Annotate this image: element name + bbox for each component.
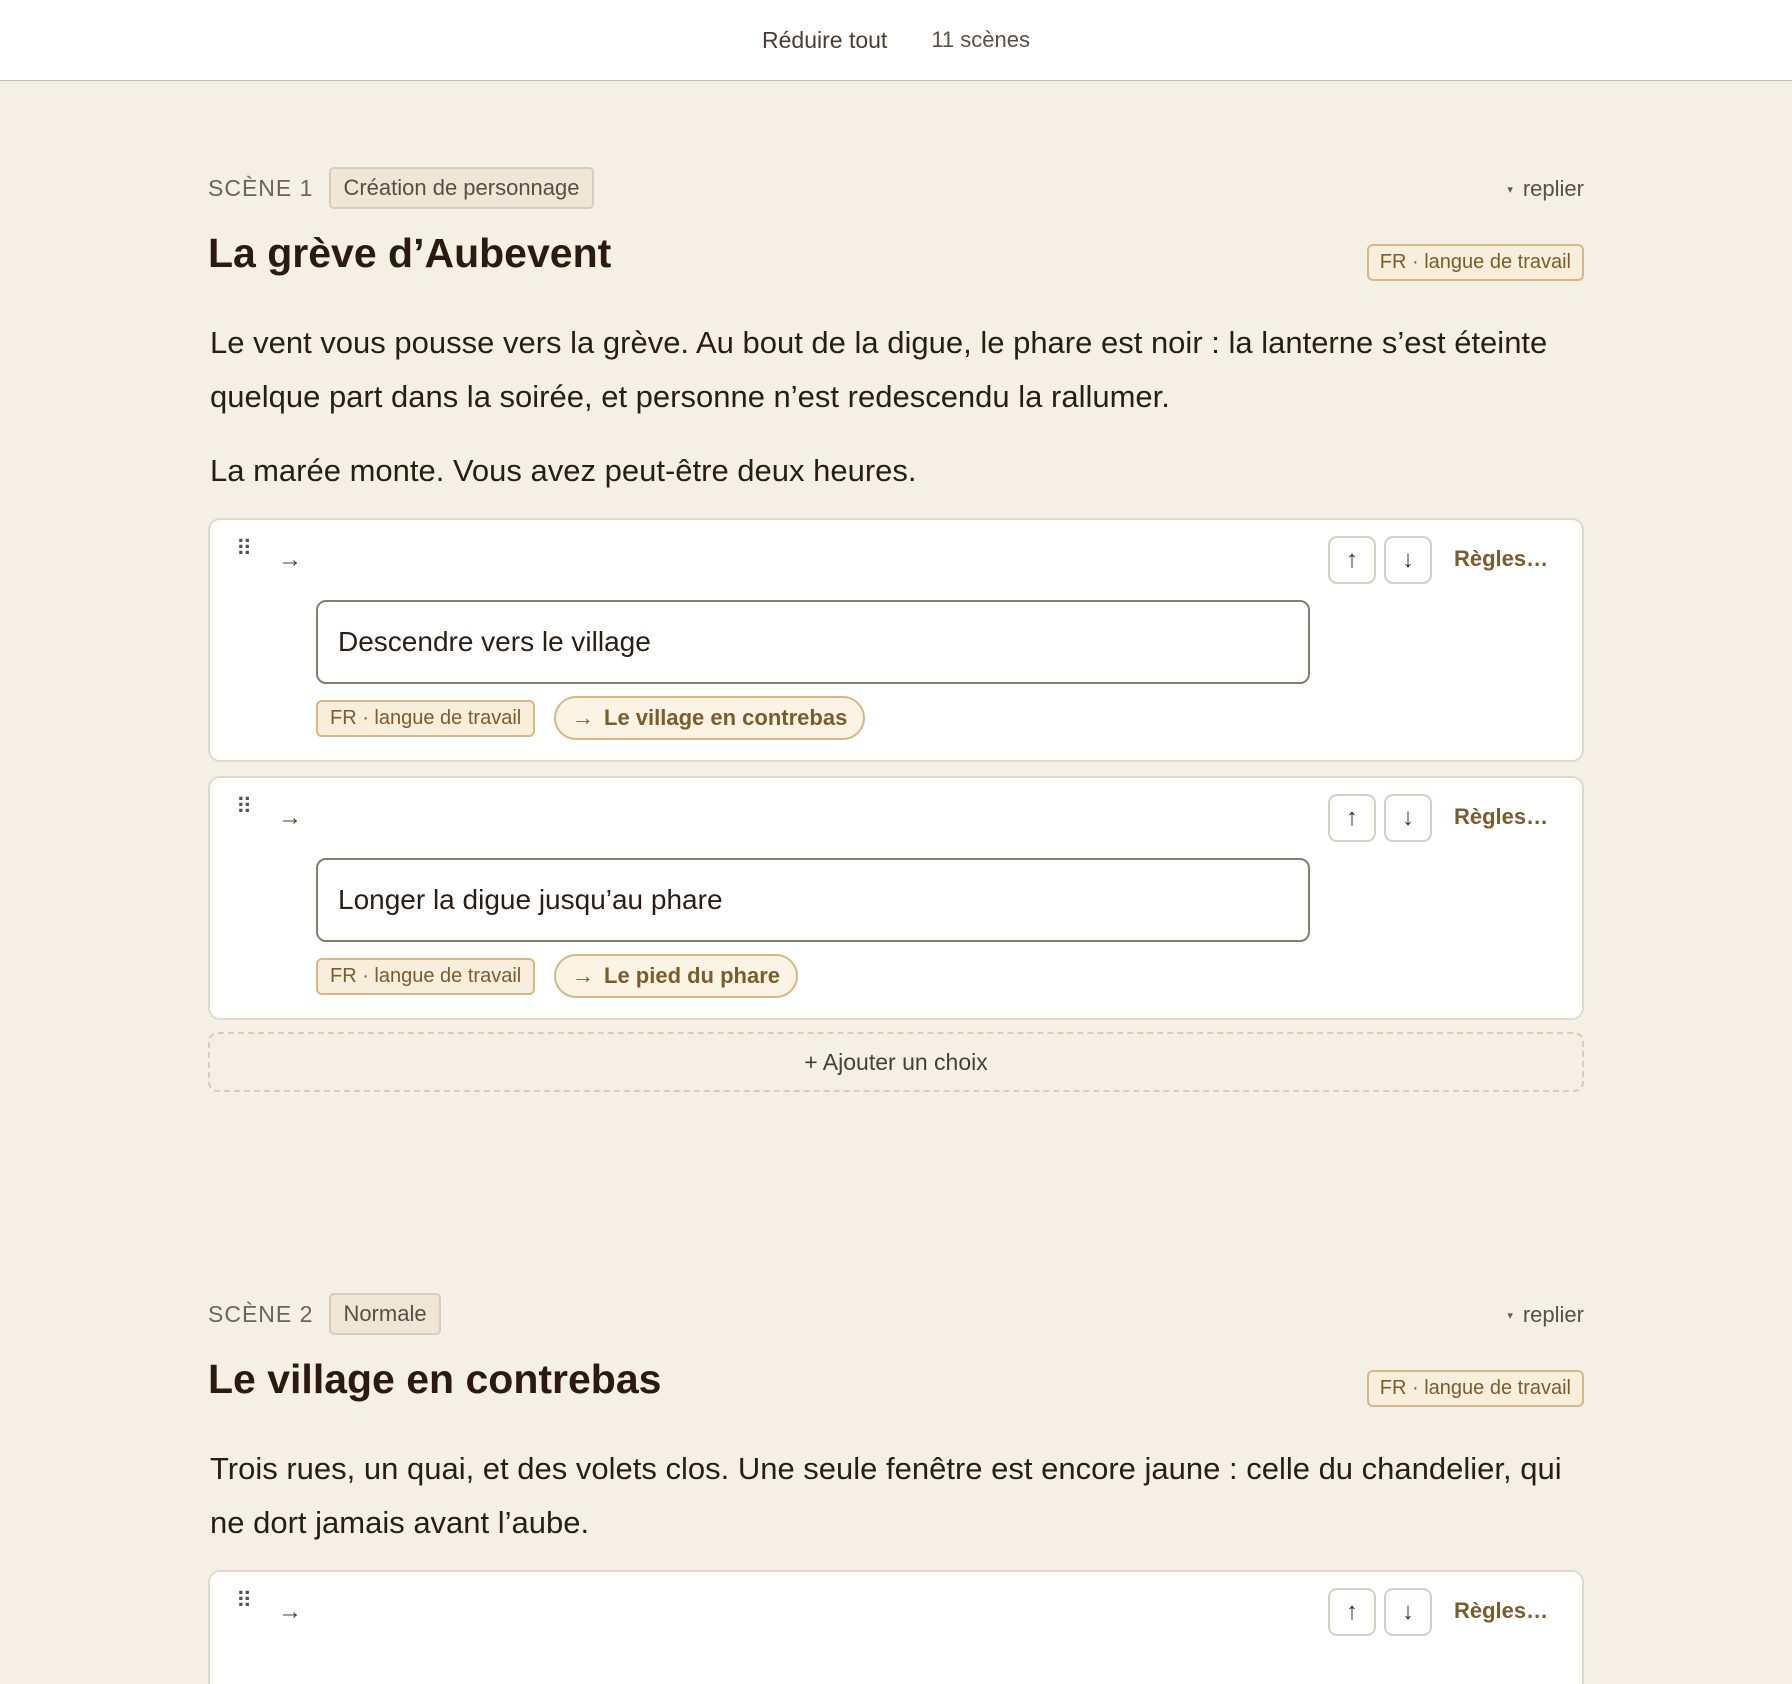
move-up-button[interactable]: [1328, 1588, 1376, 1636]
scene-text[interactable]: [208, 1442, 1584, 1550]
arrow-right-icon: →: [278, 1598, 302, 1625]
language-badge: FR · langue de travail: [1367, 244, 1584, 281]
scene-paragraph: Le vent vous pousse vers la grève. Au bout de la digue, le phare est noir : la lanterne s’est éteinte quelque part dans la soirée, et personne n’est redescendu la rallumer.: [210, 325, 1548, 414]
choice-language-badge: FR · langue de travail: [316, 700, 535, 737]
triangle-down-icon: ▾: [1507, 183, 1513, 196]
arrow-down-icon: ↓: [1402, 1598, 1414, 1625]
scene-card: [208, 1292, 1584, 1684]
move-up-button[interactable]: [1328, 536, 1376, 584]
arrow-right-icon: →: [278, 546, 302, 573]
scene-type-badge[interactable]: Création de personnage: [329, 167, 593, 209]
scene-title[interactable]: Le village en contrebas: [208, 1356, 662, 1402]
fold-toggle[interactable]: [1507, 176, 1584, 202]
scene-paragraph: Trois rues, un quai, et des volets clos. Une seule fenêtre est encore jaune : celle du chandelier, qui ne dort jamais avant l’aube.: [210, 1451, 1562, 1540]
scene-count: 11 scènes: [931, 27, 1030, 52]
choice-language-badge: FR · langue de travail: [316, 958, 535, 995]
move-down-button[interactable]: [1384, 794, 1432, 842]
drag-handle-icon[interactable]: ⠿: [236, 536, 253, 561]
choice-card: [208, 518, 1584, 762]
choice-target-link[interactable]: [554, 696, 865, 740]
arrow-down-icon: ↓: [1402, 804, 1414, 831]
arrow-up-icon: ↑: [1346, 1598, 1358, 1625]
move-down-button[interactable]: [1384, 536, 1432, 584]
rules-button[interactable]: Règles…: [1454, 546, 1549, 571]
fold-label: replier: [1522, 176, 1584, 201]
scene-card: [208, 166, 1584, 1092]
language-badge: FR · langue de travail: [1367, 1370, 1584, 1407]
scene-label: [208, 166, 594, 210]
rules-button[interactable]: Règles…: [1454, 1598, 1549, 1623]
arrow-down-icon: ↓: [1402, 546, 1414, 573]
scene-label: [208, 1292, 441, 1336]
choice-card: [208, 1570, 1584, 1684]
choice-card: [208, 776, 1584, 1020]
scene-header: [208, 1292, 1584, 1432]
rules-button[interactable]: Règles…: [1454, 804, 1549, 829]
scene-header: [208, 166, 1584, 306]
triangle-down-icon: ▾: [1507, 1309, 1513, 1322]
fold-label: replier: [1522, 1302, 1584, 1327]
choice-target-link[interactable]: [554, 954, 798, 998]
drag-handle-icon[interactable]: ⠿: [236, 794, 253, 819]
fold-toggle[interactable]: [1507, 1302, 1584, 1328]
scene-paragraph: La marée monte. Vous avez peut-être deux heures.: [210, 453, 917, 488]
arrow-right-icon: →: [572, 705, 594, 730]
choice-list: [208, 518, 1584, 1092]
move-down-button[interactable]: [1384, 1588, 1432, 1636]
choice-text-input[interactable]: [316, 600, 1310, 684]
move-up-button[interactable]: [1328, 794, 1376, 842]
add-choice-button[interactable]: + Ajouter un choix: [208, 1032, 1584, 1092]
collapse-all-button[interactable]: Réduire tout: [762, 26, 888, 53]
scene-number: SCÈNE 2: [208, 1300, 314, 1327]
arrow-up-icon: ↑: [1346, 804, 1358, 831]
scene-number: SCÈNE 1: [208, 174, 314, 201]
arrow-right-icon: →: [572, 963, 594, 988]
choice-list: [208, 1570, 1584, 1684]
choice-text-input[interactable]: [316, 858, 1310, 942]
arrow-right-icon: →: [278, 804, 302, 831]
scene-text[interactable]: [208, 316, 1584, 498]
scene-type-badge[interactable]: Normale: [329, 1293, 440, 1335]
arrow-up-icon: ↑: [1346, 546, 1358, 573]
choice-target-label: Le pied du phare: [604, 963, 781, 988]
top-toolbar: [0, 0, 1792, 81]
drag-handle-icon[interactable]: ⠿: [236, 1588, 253, 1613]
choice-target-label: Le village en contrebas: [604, 705, 848, 730]
scene-title[interactable]: La grève d’Aubevent: [208, 230, 612, 276]
